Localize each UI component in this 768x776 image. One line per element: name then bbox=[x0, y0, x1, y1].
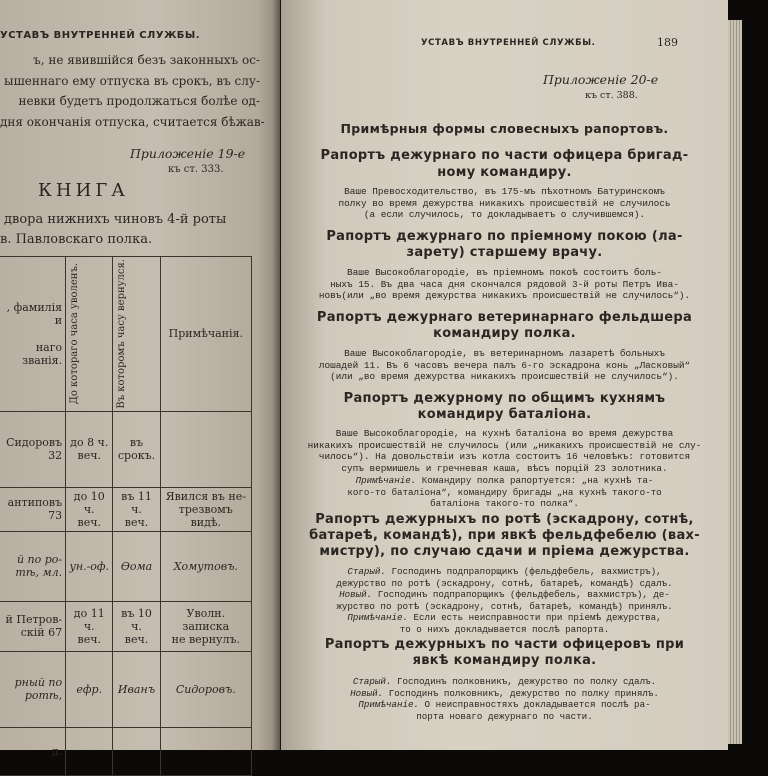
right-appendix-title: Приложеніе 20-е bbox=[543, 72, 659, 87]
table-cell bbox=[66, 487, 113, 531]
section6-text bbox=[281, 676, 728, 722]
cell-line: Хомутовъ. bbox=[173, 559, 238, 573]
section4-heading-2: командиру баталіона. bbox=[417, 407, 592, 422]
table-row bbox=[0, 651, 252, 727]
table-body bbox=[0, 411, 252, 775]
text-line: ныхъ 15. Въ два часа дня скончался рядовой 3-й роты Петръ Ива- bbox=[330, 278, 679, 290]
section1-heading-2: ному командиру. bbox=[437, 165, 572, 180]
section5-text bbox=[281, 566, 728, 635]
section5-heading-1: Рапортъ дежурныхъ по ротѣ (эскадрону, сотнѣ, bbox=[315, 512, 694, 527]
left-running-head: УСТАВЪ ВНУТРЕННЕЙ СЛУЖБЫ. bbox=[0, 30, 201, 41]
section1-heading-1: Рапортъ дежурнаго по части офицера бригад- bbox=[320, 148, 689, 163]
text-line: новъ(или „во время дежурства никакихъ происшествій не случилось“). bbox=[318, 290, 691, 301]
section6-heading-1: Рапортъ дежурныхъ по части офицеровъ при bbox=[324, 637, 685, 652]
cell-line: тѣ, мл. bbox=[15, 566, 63, 580]
left-appendix-ref: къ ст. 333. bbox=[168, 164, 224, 175]
cell-line: рный по bbox=[14, 676, 63, 690]
table-cell bbox=[113, 651, 160, 727]
text-line: Ваше Превосходительство, въ 175-мъ пѣхотномъ Батуринскомъ bbox=[344, 186, 665, 197]
section5-heading-3: мистру), по случаю сдачи и пріема дежурства. bbox=[319, 544, 690, 559]
table-cell bbox=[66, 651, 113, 727]
col-name-header bbox=[0, 257, 66, 412]
text-line: (а если случилось, то докладываетъ о случившемся). bbox=[363, 209, 646, 220]
table-header-row bbox=[0, 257, 252, 412]
text-line: то о нихъ докладывается послѣ рапорта. bbox=[399, 623, 610, 635]
cell-line: веч. bbox=[77, 515, 101, 529]
cell-line: Явился въ не- bbox=[165, 489, 246, 503]
header-text: До котораго часа уволенъ. bbox=[69, 263, 81, 405]
table-row bbox=[0, 601, 252, 651]
right-appendix-ref: къ ст. 388. bbox=[585, 90, 638, 101]
old-label: Старый. bbox=[352, 676, 392, 687]
text-line: лошадей 11. Въ 6 часовъ вечера палъ 6-го эскадрона конь „Ласковый“ bbox=[318, 359, 691, 371]
old-label: Старый. bbox=[347, 566, 386, 577]
right-page bbox=[281, 0, 728, 750]
book-subtitle-2: в. Павловскаго полка. bbox=[0, 232, 153, 247]
table-cell bbox=[0, 531, 66, 601]
table-cell bbox=[113, 487, 160, 531]
main-title: Примѣрныя формы словесныхъ рапортовъ. bbox=[340, 121, 669, 136]
text-line: О неисправностяхъ докладывается послѣ ра- bbox=[424, 699, 651, 710]
cell-line: й Петров- bbox=[5, 613, 63, 627]
right-running-head: УСТАВЪ ВНУТРЕННЕЙ СЛУЖБЫ. bbox=[421, 38, 596, 48]
table-cell bbox=[0, 651, 66, 727]
text-line: Господинъ подпрапорщикъ (фельдфебель, вахмистръ), де- bbox=[377, 589, 670, 600]
cell-line: въ 10 ч. bbox=[121, 606, 152, 633]
table-cell bbox=[66, 727, 113, 775]
cell-line: до 8 ч. bbox=[70, 436, 109, 450]
table-cell bbox=[160, 487, 251, 531]
col-notes-header bbox=[160, 257, 251, 412]
header-text: Примѣчанія. bbox=[168, 327, 243, 341]
book-subtitle-1: двора нижнихъ чиновъ 4-й роты bbox=[4, 212, 227, 227]
section2-text bbox=[281, 267, 728, 302]
table-cell bbox=[66, 601, 113, 651]
section4-note bbox=[281, 475, 728, 510]
text-line: Ваше Высокоблагородіе, на кухнѣ баталіона во время дежурства bbox=[335, 428, 674, 439]
table-cell bbox=[113, 411, 160, 487]
text-line: (или „во время дежурства никакихъ происшествій не случилось“). bbox=[330, 371, 679, 382]
cell-line: скій 67 bbox=[20, 626, 63, 640]
table-cell bbox=[160, 651, 251, 727]
text-line: Ваше Высокоблагородіе, въ пріемномъ покоѣ состоитъ боль- bbox=[346, 267, 663, 278]
header-text: Въ которомъ часу вернулся. bbox=[116, 259, 128, 409]
text-line: Командиру полка рапортуется: „на кухнѣ та- bbox=[421, 475, 654, 486]
cell-line: Иванъ bbox=[117, 682, 156, 696]
text-line: Господинъ полковникъ, дежурство по полку принялъ. bbox=[388, 687, 659, 699]
section4-heading-1: Рапортъ дежурному по общимъ кухнямъ bbox=[343, 391, 666, 406]
table-cell bbox=[113, 601, 160, 651]
cell-line: антиповъ 73 bbox=[7, 496, 63, 523]
table-cell bbox=[0, 411, 66, 487]
new-label: Новый. bbox=[339, 589, 373, 600]
text-line: Ваше Высокоблагородіе, въ ветеринарномъ лазаретѣ больныхъ bbox=[344, 348, 665, 359]
cell-line: Сидоровъ 32 bbox=[6, 436, 63, 463]
page-edges bbox=[728, 20, 742, 744]
left-appendix-title: Приложеніе 19-е bbox=[130, 146, 246, 161]
text-line: Если есть неисправности при пріемѣ дежурства, bbox=[413, 612, 662, 623]
section1-text bbox=[281, 186, 728, 221]
note-label: Примѣчаніе. bbox=[355, 475, 417, 486]
left-para-line: невки будетъ продолжаться болѣе од- bbox=[18, 94, 260, 108]
table-cell bbox=[0, 601, 66, 651]
section6-heading-2: явкѣ командиру полка. bbox=[412, 653, 597, 668]
col-until-header bbox=[66, 257, 113, 412]
cell-line: не вернулъ. bbox=[171, 632, 240, 646]
cell-line: д. bbox=[51, 744, 63, 758]
text-line: полку во время дежурства никакихъ происшествій не случилось bbox=[338, 197, 671, 209]
left-page bbox=[0, 0, 280, 758]
new-label: Новый. bbox=[350, 687, 384, 699]
text-line: никакихъ происшествій не случилось (или „никакихъ происшествій не слу- bbox=[307, 439, 702, 451]
note-label: Примѣчаніе. bbox=[358, 699, 420, 710]
text-line: Господинъ полковникъ, дежурство по полку сдалъ. bbox=[396, 676, 657, 687]
table-cell bbox=[66, 411, 113, 487]
col-back-header bbox=[113, 257, 160, 412]
cell-line: веч. bbox=[124, 632, 149, 646]
cell-line: веч. bbox=[77, 449, 101, 463]
table-row bbox=[0, 487, 252, 531]
header-text: наго званія. bbox=[22, 340, 63, 367]
section3-text bbox=[281, 348, 728, 383]
table-cell bbox=[0, 487, 66, 531]
section5-heading-2: батареѣ, командѣ), при явкѣ фельдфебелю (вах- bbox=[309, 528, 700, 543]
cell-line: ротѣ, bbox=[24, 689, 63, 703]
text-line: чилось“). На довольствіи изъ котла состоитъ 16 человѣкъ: готовится bbox=[318, 451, 691, 462]
page-number: 189 bbox=[657, 36, 678, 49]
section3-heading-2: командиру полка. bbox=[433, 326, 576, 341]
table-cell bbox=[0, 727, 66, 775]
cell-line: до 11 ч. bbox=[73, 606, 105, 633]
cell-line: Сидоровъ. bbox=[175, 682, 236, 696]
text-line: порта новаго дежурнаго по части. bbox=[416, 710, 593, 722]
table-row bbox=[0, 727, 252, 775]
cell-line: въ bbox=[129, 436, 144, 450]
table-cell bbox=[113, 727, 160, 775]
table-cell bbox=[160, 411, 251, 487]
section4-text bbox=[281, 428, 728, 474]
text-line: журство по ротѣ (эскадрону, сотнѣ, батареѣ, командѣ) принялъ. bbox=[336, 600, 673, 612]
table-cell bbox=[113, 531, 160, 601]
left-para-line: ышеннаго ему отпуска въ срокъ, въ слу- bbox=[4, 73, 260, 88]
section2-heading-1: Рапортъ дежурнаго по пріемному покою (ла- bbox=[326, 229, 683, 244]
book-title: КНИГА bbox=[38, 180, 129, 201]
cell-line: й по ро- bbox=[16, 553, 63, 567]
table-row bbox=[0, 531, 252, 601]
table-cell bbox=[160, 727, 251, 775]
table-cell bbox=[160, 531, 251, 601]
table-cell bbox=[160, 601, 251, 651]
leave-book-table bbox=[0, 256, 252, 776]
section3-heading-1: Рапортъ дежурнаго ветеринарнаго фельдшера bbox=[316, 310, 693, 325]
text-line: супъ вермишель и гречневая каша, вѣсъ порцій 23 золотника. bbox=[341, 462, 668, 474]
text-line: кого-то баталіона“, командиру бригады „на кухнѣ такого-то bbox=[347, 486, 662, 498]
cell-line: веч. bbox=[77, 632, 101, 646]
cell-line: трезвомъ видѣ. bbox=[178, 502, 233, 529]
section2-heading-2: зарету) старшему врачу. bbox=[406, 245, 603, 260]
text-line: баталіона такого-то полка“. bbox=[430, 498, 579, 509]
cell-line: срокъ. bbox=[117, 449, 156, 463]
cell-line: въ 11 ч. bbox=[121, 489, 152, 516]
text-line: дежурство по ротѣ (эскадрону, сотнѣ, батареѣ, командѣ) сдалъ. bbox=[336, 577, 673, 589]
cell-line: Ѳома bbox=[120, 559, 153, 573]
cell-line: до 10 ч. bbox=[73, 489, 105, 516]
cell-line: веч. bbox=[124, 515, 149, 529]
left-para-line: ъ, не явившійся безъ законныхъ ос- bbox=[33, 53, 260, 67]
cell-line: Уволн. записка bbox=[182, 606, 230, 633]
table-row bbox=[0, 411, 252, 487]
left-paragraph bbox=[0, 50, 265, 132]
header-text: , фамилія и bbox=[6, 300, 63, 327]
text-line: Господинъ подпрапорщикъ (фельдфебель, вахмистръ), bbox=[391, 566, 662, 577]
table-cell bbox=[66, 531, 113, 601]
note-label: Примѣчаніе. bbox=[347, 612, 409, 623]
left-para-line: дня окончанія отпуска, считается бѣжав- bbox=[0, 114, 265, 129]
cell-line: ефр. bbox=[76, 682, 103, 696]
cell-line: ун.-оф. bbox=[69, 559, 110, 573]
